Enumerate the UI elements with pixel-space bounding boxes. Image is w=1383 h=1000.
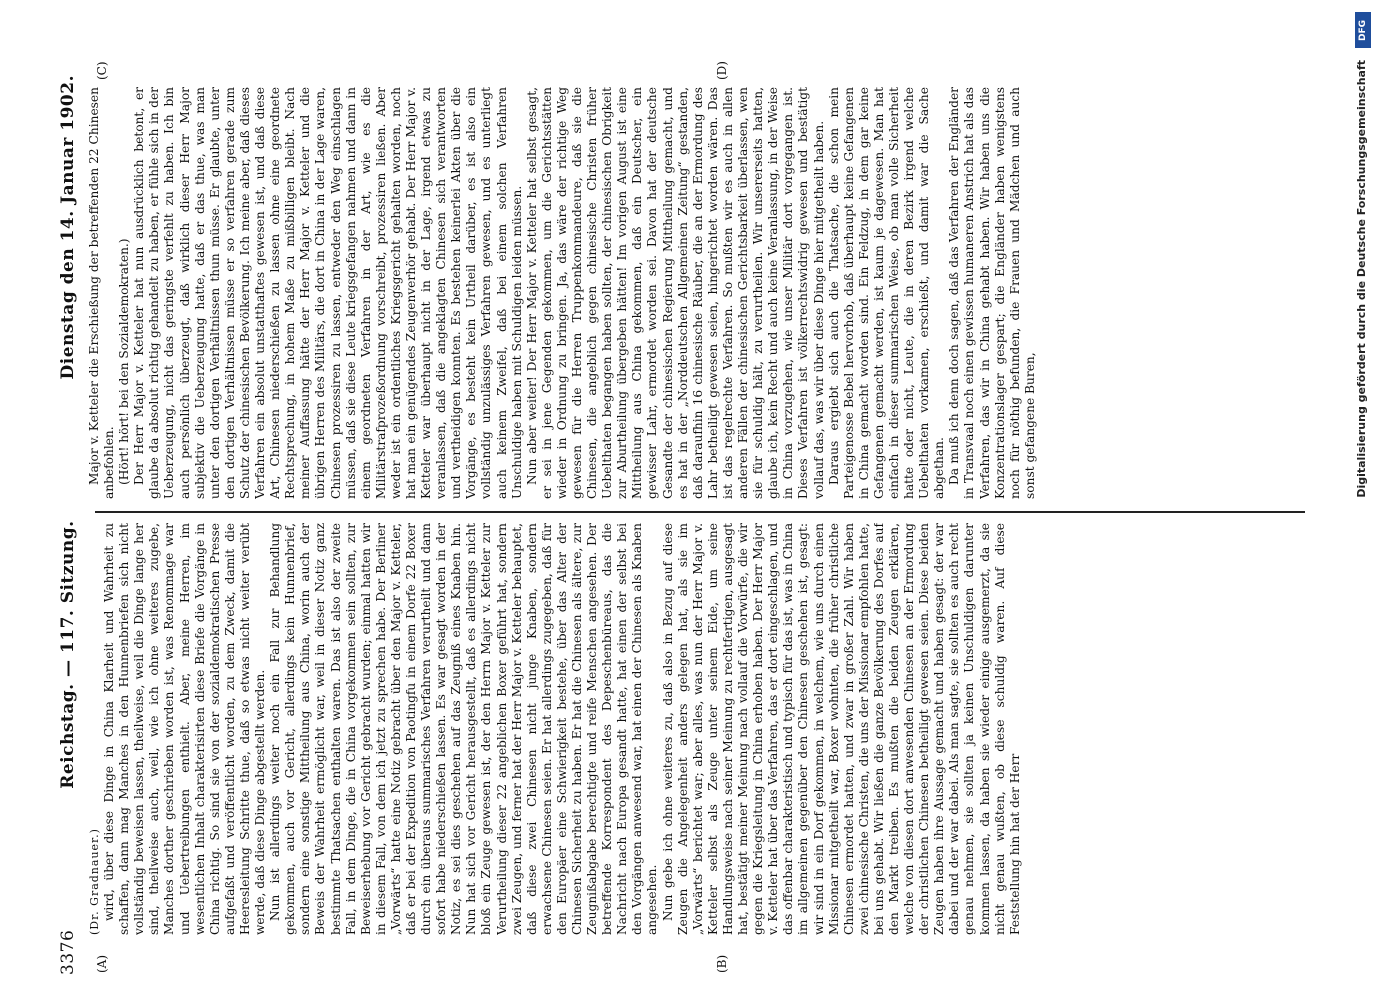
dfg-logo: DFG [1355, 12, 1371, 48]
page-number: 3376 [58, 929, 78, 975]
session-title: Reichstag. — 117. Sitzung. [58, 520, 78, 789]
rotated-document-page [55, 55, 1325, 995]
margin-mark-a: (A) [95, 954, 109, 973]
speaker-label: (Dr. Gradnauer.) [88, 828, 101, 935]
paragraph: Major v. Ketteler die Erschießung der betreffenden 22 Chinesen anbefohlen. [87, 87, 117, 499]
margin-mark-b: (B) [715, 954, 729, 973]
left-text-column [87, 523, 1315, 935]
margin-mark-d: (D) [715, 61, 729, 80]
page-header [55, 75, 81, 975]
paragraph: Da muß ich denn doch sagen, daß das Verfahren der Engländer in Transvaal noch einen gewissen humaneren Anstrich hat als das Verfahren, das wir in China gehabt haben. Wir haben uns die Konzentrationslager gespart; die Engländer haben wenigstens noch für nöthig befunden, die Frauen und Mädchen und auch sonst gefangene Buren, [947, 87, 1037, 499]
interjection: (Hört! hört! bei den Sozialdemokraten.) [117, 238, 132, 485]
paragraph: Daraus ergiebt sich auch die Thatsache, die schon mein Parteigenosse Bebel hervorhob, daß überhaupt keine Gefangenen in China gemacht worden sind. Ein Feldzug, in dem gar keine Gefangenen gemacht werden, ist kaum je dagewesen. Man hat einfach in dieser summarischen Weise, ob man volle Sicherheit hatte oder nicht, Leute, die in deren Bezirk irgend welche Uebelthaten vorkamen, erschießt, und damit war die Sache abgethan. [826, 87, 947, 499]
paragraph: wird, über diese Dinge in China Klarheit und Wahrheit zu schaffen, dann mag Manches in den Hunnenbriefen sich nicht vollständig beweisen lassen, theilweise, weil die Dinge lange her sind, theilweise auch, weil, wie ich ohne weiteres zugebe, Manches dorther geschrieben worden ist, was Renommage war und Uebertreibungen enthielt. Aber, meine Herren, im wesentlichen Inhalt charakterisirten diese Briefe die Vorgänge in China richtig. So sind sie von der sozialdemokratischen Presse aufgefaßt und veröffentlicht worden, zu dem Zweck, damit die Heeresleitung Schritte thue, daß so etwas nicht weiter verübt werde, daß diese Dinge abgestellt werden. [102, 523, 268, 935]
right-text-column [87, 87, 1315, 499]
digitization-sidebar [1347, 0, 1379, 1000]
paragraph: Nun aber weiter! Der Herr Major v. Ketteler hat selbst gesagt, er sei in jene Gegenden gekommen, um die Gerichtsstätten wieder in Ordnung zu bringen. Ja, das wäre der richtige Weg gewesen für die Herren Truppenkommandeure, daß sie die Chinesen, die angeblich gegen chinesische Christen früher Uebelthaten begangen haben sollten, der chinesischen Obrigkeit zur Aburtheilung übergeben hätten! Im vorigen August ist eine Mittheilung aus China gekommen, daß ein Deutscher, ein gewisser Lahr, ermordet worden sei. Davon hat der deutsche Gesandte der chinesischen Regierung Mittheilung gemacht, und es hat in der „Norddeutschen Allgemeinen Zeitung“ gestanden, daß daraufhin 16 chinesische Räuber, die an der Ermordung des Lahr betheiligt gewesen seien, hingerichtet worden wären. Das ist das regelrechte Verfahren. So mußten wir es auch in allen anderen Fällen der chinesischen Gerichtsbarkeit überlassen, wen sie für schuldig hält, zu verurtheilen. Wir unsererseits hatten, glaube ich, kein Recht und auch keine Veranlassung, in der Weise in China vorzugehen, wie unser Militär dort vorgegangen ist. Dieses Verfahren ist völkerrechtswidrig gewesen und bestätigt vollauf das, was wir über diese Dinge hier mitgetheilt haben. [524, 87, 826, 499]
margin-mark-c: (C) [95, 61, 109, 80]
paragraph: Nun ist allerdings weiter noch ein Fall zur Behandlung gekommen, auch vor Gericht, allerdings kein Hunnenbrief, sondern eine sonstige Mittheilung aus China, worin auch der Beweis der Wahrheit ermöglicht war, weil in dieser Notiz ganz bestimmte Thatsachen enthalten waren. Das ist also der zweite Fall, in dem Dinge, die in China vorgekommen sein sollten, zur Beweiserhebung vor Gericht gebracht wurden; einmal hatten wir in diesem Fall, von dem ich jetzt zu sprechen habe. Der Berliner „Vorwärts“ hatte eine Notiz gebracht über den Major v. Ketteler, daß er bei der Expedition von Paotingfu in einem Dorfe 22 Boxer durch ein überaus summarisches Verfahren verurtheilt und dann sofort habe niederschießen lassen. Es war gesagt worden in der Notiz, es sei dies geschehen auf das Zeugniß eines Knaben hin. Nun hat sich vor Gericht herausgestellt, daß es allerdings nicht bloß ein Zeuge gewesen ist, der den Herrn Major v. Ketteler zur Verurtheilung dieser 22 angeblichen Boxer geführt hat, sondern zwei Zeugen, und ferner hat der Herr Major v. Ketteler behauptet, daß diese zwei Chinesen nicht junge Knaben, sondern erwachsene Chinesen seien. Er hat allerdings zugegeben, daß für den Europäer eine Schwierigkeit bestehe, über das Alter der Chinesen Sicherheit zu haben. Er hat die Chinesen als ältere, zur Zeugnißabgabe berechtigte und reife Menschen angesehen. Der betreffende Korrespondent des Depeschenbüreaus, das die Nachricht nach Europa gesandt hatte, hat einen der selbst bei den Vorgängen anwesend war, hat einen der Chinesen als Knaben angesehen. [268, 523, 660, 935]
paragraph: Der Herr Major v. Ketteler hat nun ausdrücklich betont, er glaube da absolut richtig gehandelt zu haben, er fühle sich in der Ueberzeugung, nicht das geringste verfehlt zu haben. Ich bin auch persönlich überzeugt, daß wirklich dieser Herr Major subjektiv die Ueberzeugung hatte, daß er das thue, was man unter den dortigen Verhältnissen thun müsse. Er glaubte, unter den dortigen Verhältnissen müsse er so verfahren gerade zum Schutz der chinesischen Bevölkerung. Ich meine aber, daß dieses Verfahren ein absolut unstatthaftes gewesen ist, und daß diese Art, Chinesen niederschießen zu lassen ohne eine geordnete Rechtsprechung, in hohem Maße zu mißbilligen bleibt. Nach meiner Auffassung hätte der Herr Major v. Ketteler und die übrigen Herren des Militärs, die dort in China in der Lage waren, Chinesen prozessiren zu lassen, entweder den Weg einschlagen müssen, daß sie diese Leute kriegsgefangen nahmen und dann in einem geordneten Verfahren in der Art, wie es die Militärstrafprozeßordnung vorschreibt, prozessiren ließen. Aber weder ist ein ordentliches Kriegsgericht gehalten worden, noch hat man ein genügendes Zeugenverhör gehabt. Der Herr Major v. Ketteler war überhaupt nicht in der Lage, irgend etwas zu veranlassen, daß die angeklagten Chinesen sich verantworten und vertheidigen konnten. Es bestehen keinerlei Akten über die Vorgänge, es besteht kein Urtheil darüber, es ist also ein vollständig unzulässiges Verfahren gewesen, und es unterliegt auch keinem Zweifel, daß bei einem solchen Verfahren Unschuldige haben mit Schuldigen leiden müssen. [132, 87, 524, 499]
digitization-credit: Digitalisierung gefördert durch die Deutsche Forschungsgemeinschaft [1355, 60, 1368, 498]
session-date: Dienstag den 14. Januar 1902. [58, 75, 78, 380]
column-divider [95, 511, 1305, 513]
paragraph: Nun gebe ich ohne weiteres zu, daß also in Bezug auf diese Zeugen die Angelegenheit anders gelegen hat, als sie im „Vorwärts“ berichtet war; aber alles, was nun der Herr Major v. Ketteler selbst als Zeuge unter seinem Eide, um seine Handlungsweise nach seiner Meinung zu rechtfertigen, ausgesagt hat, bestätigt meiner Meinung nach vollauf die Vorwürfe, die wir gegen die Kriegsleitung in China erhoben haben. Der Herr Major v. Ketteler hat über das Verfahren, das er dort eingeschlagen, und das offenbar charakteristisch und typisch für das ist, was in China im allgemeinen gegenüber den Chinesen geschehen ist, gesagt: wir sind in ein Dorf gekommen, in welchem, wie uns durch einen Missionar mitgetheilt war, Boxer wohnten, die früher christliche Chinesen ermordet hatten, und zwar in großer Zahl. Wir haben zwei chinesische Christen, die uns der Missionar empfohlen hatte, bei uns gehabt. Wir ließen die ganze Bevölkerung des Dorfes auf den Markt treiben. Es mußten die beiden Zeugen erklären, welche von diesen dort anwesenden Chinesen an der Ermordung der christlichen Chinesen betheiligt gewesen seien. Diese beiden Zeugen haben ihre Aussage gemacht und haben gesagt: der war dabei und der war dabei. Als man sagte, sie sollten es auch recht genau nehmen, sie sollten ja keinen Unschuldigen darunter kommen lassen, da haben sie wieder einige ausgemerzt, da sie nicht genau wußten, ob diese schuldig waren. Auf diese Feststellung hin hat der Herr [660, 523, 1022, 935]
